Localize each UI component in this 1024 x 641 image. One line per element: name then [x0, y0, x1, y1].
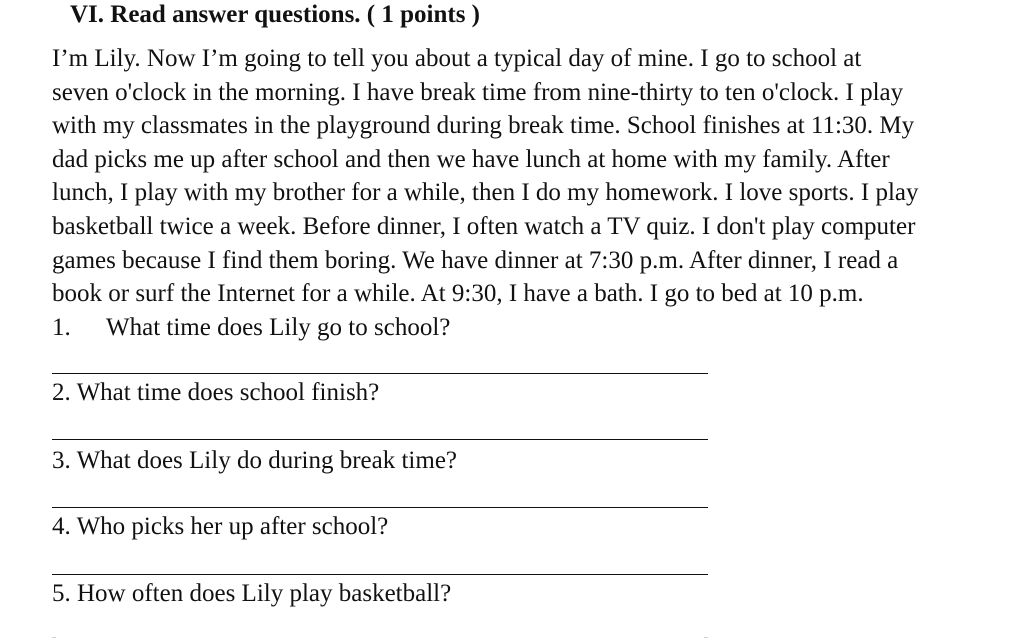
- passage-line: lunch, I play with my brother for a while, then I do my homework. I love sports. I play: [52, 179, 919, 207]
- question-5: [52, 579, 451, 609]
- question-number: 1.: [52, 314, 71, 341]
- question-text: What does Lily do during break time?: [76, 447, 458, 474]
- question-4: [52, 512, 388, 542]
- question-number: 4.: [52, 513, 71, 540]
- question-text: How often does Lily play basketball?: [77, 580, 452, 607]
- passage-line: dad picks me up after school and then we have lunch at home with my family. After: [52, 145, 890, 173]
- question-2: [52, 378, 379, 408]
- question-text: Who picks her up after school?: [76, 513, 389, 540]
- question-number: 5.: [52, 580, 71, 607]
- answer-line-3[interactable]: [52, 507, 708, 508]
- passage-line: games because I find them boring. We have dinner at 7:30 p.m. After dinner, I read a: [52, 246, 899, 274]
- section-title: VI. Read answer questions. ( 1 points ): [70, 1, 481, 28]
- passage-line: book or surf the Internet for a while. At 9:30, I have a bath. I go to bed at 10 p.m.: [52, 280, 864, 308]
- answer-line-1[interactable]: [52, 373, 708, 374]
- question-text: What time does school finish?: [76, 379, 380, 406]
- passage-line: I’m Lily. Now I’m going to tell you about a typical day of mine. I go to school at: [52, 45, 862, 72]
- answer-line-4[interactable]: [52, 574, 708, 575]
- page-edge-mark: [704, 637, 708, 638]
- page-edge-mark: [52, 637, 56, 638]
- passage-line: seven o'clock in the morning. I have break time from nine-thirty to ten o'clock. I play: [52, 78, 904, 106]
- reading-passage: [52, 42, 1022, 311]
- question-number: 3.: [52, 447, 71, 474]
- question-number: 2.: [52, 379, 71, 406]
- question-3: [52, 446, 457, 476]
- question-text: What time does Lily go to school?: [106, 314, 451, 341]
- question-1: [52, 313, 450, 343]
- passage-line: with my classmates in the playground during break time. School finishes at 11:30. My: [52, 112, 915, 140]
- passage-line: basketball twice a week. Before dinner, I often watch a TV quiz. I don't play computer: [52, 212, 916, 240]
- answer-line-2[interactable]: [52, 439, 708, 440]
